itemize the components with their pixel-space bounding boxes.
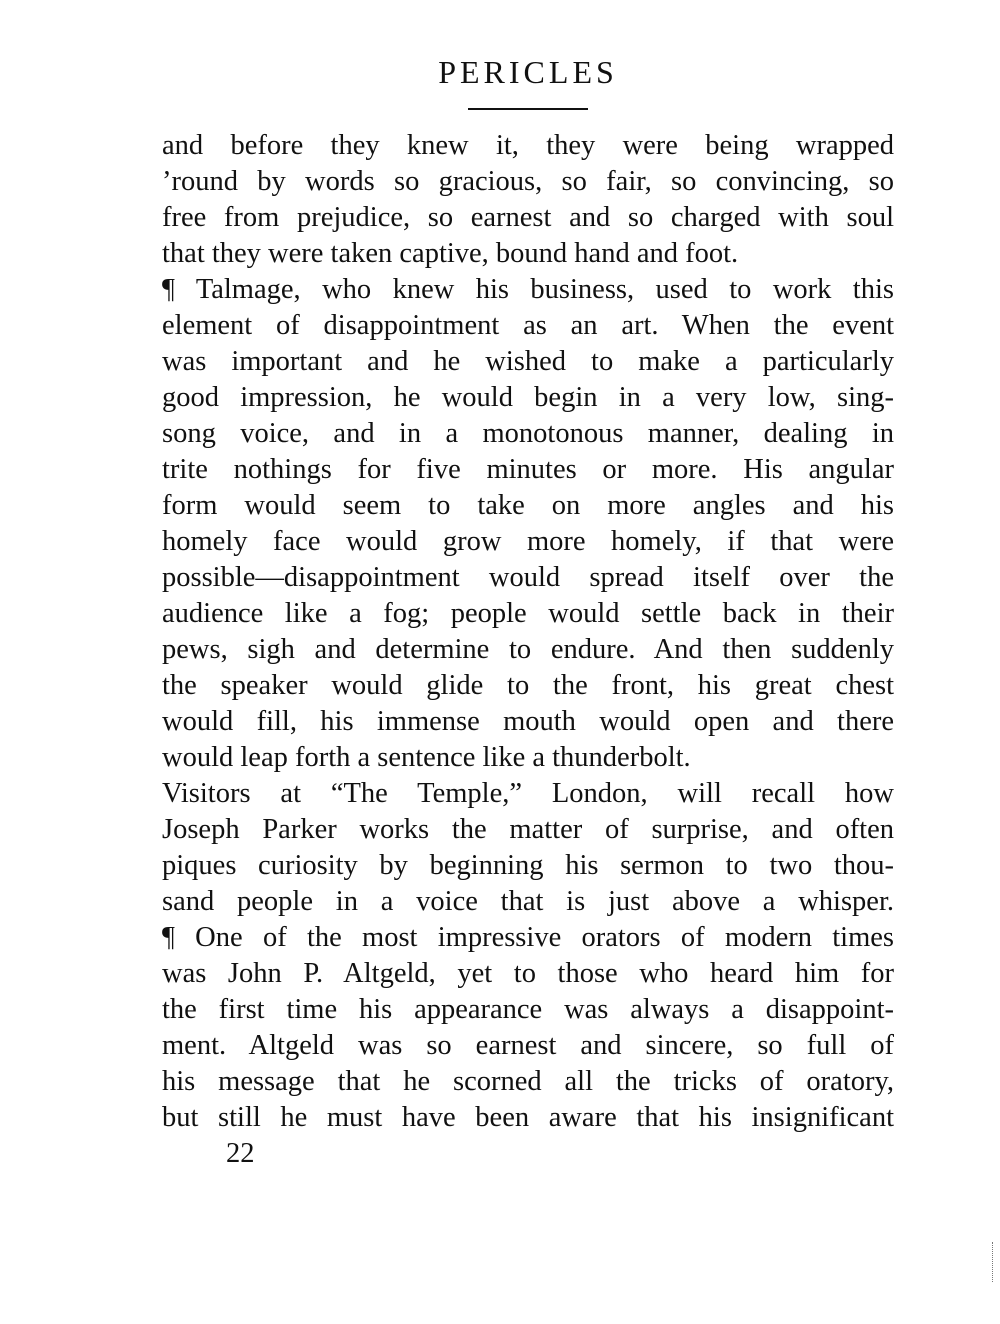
text-line: trite nothings for five minutes or more. His angular xyxy=(162,454,894,485)
text-line: possible—disappointment would spread itself over the xyxy=(162,562,894,593)
text-line: would leap forth a sentence like a thunderbolt. xyxy=(162,742,691,773)
text-line: the speaker would glide to the front, his great chest xyxy=(162,670,894,701)
header-rule xyxy=(468,108,588,110)
text-line: but still he must have been aware that his insignificant xyxy=(162,1102,894,1133)
running-header: PERICLES xyxy=(438,54,618,90)
text-line: form would seem to take on more angles and his xyxy=(162,490,894,521)
text-line: was John P. Altgeld, yet to those who heard him for xyxy=(162,958,894,989)
text-line: piques curiosity by beginning his sermon to two thou- xyxy=(162,850,894,881)
text-line: his message that he scorned all the tricks of oratory, xyxy=(162,1066,894,1097)
text-line: Visitors at “The Temple,” London, will recall how xyxy=(162,778,894,809)
text-line: was important and he wished to make a particularly xyxy=(162,346,894,377)
body-text xyxy=(162,128,894,1136)
text-line: Joseph Parker works the matter of surprise, and often xyxy=(162,814,894,845)
text-line: ¶ One of the most impressive orators of modern times xyxy=(162,922,894,953)
text-line: sand people in a voice that is just above a whisper. xyxy=(162,886,894,917)
text-line: ¶ Talmage, who knew his business, used to work this xyxy=(162,274,894,305)
text-line: good impression, he would begin in a very low, sing- xyxy=(162,382,894,413)
text-line: the first time his appearance was always a disappoint- xyxy=(162,994,894,1025)
scan-edge-marks xyxy=(992,1242,995,1282)
page-number: 22 xyxy=(226,1138,255,1169)
text-line: and before they knew it, they were being wrapped xyxy=(162,130,894,161)
text-line: that they were taken captive, bound hand and foot. xyxy=(162,238,739,269)
text-line: song voice, and in a monotonous manner, dealing in xyxy=(162,418,894,449)
text-line: ment. Altgeld was so earnest and sincere, so full of xyxy=(162,1030,894,1061)
text-line: ’round by words so gracious, so fair, so convincing, so xyxy=(162,166,894,197)
text-line: audience like a fog; people would settle back in their xyxy=(162,598,894,629)
text-line: free from prejudice, so earnest and so charged with soul xyxy=(162,202,894,233)
text-line: homely face would grow more homely, if that were xyxy=(162,526,894,557)
text-line: pews, sigh and determine to endure. And then suddenly xyxy=(162,634,894,665)
text-line: would fill, his immense mouth would open and there xyxy=(162,706,894,737)
text-line: element of disappointment as an art. When the event xyxy=(162,310,894,341)
